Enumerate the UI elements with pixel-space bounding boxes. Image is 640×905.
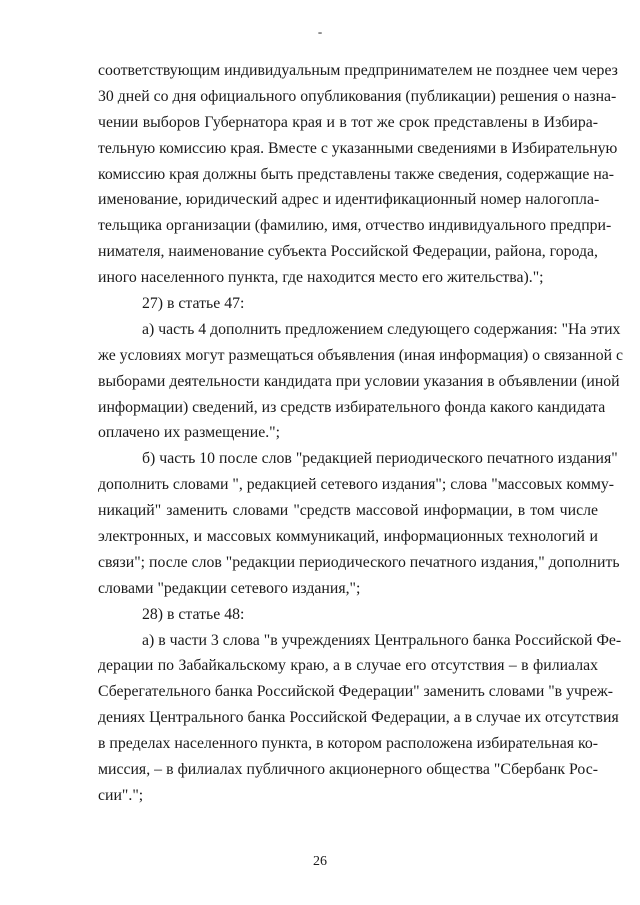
text-line: связи"; после слов "редакции периодического печатного издания," дополнить: [98, 553, 620, 571]
text-line: а) часть 4 дополнить предложением следующего содержания: "На этих: [142, 320, 621, 338]
text-line: никаций" заменить словами "средств массовой информации, в том числе: [98, 502, 598, 520]
text-line: комиссию края должны быть представлены также сведения, содержащие на-: [98, 165, 615, 183]
text-line: Сберегательного банка Российской Федерации" заменить словами "в учреж-: [98, 683, 614, 701]
text-line: б) часть 10 после слов "редакцией периодического печатного издания": [142, 450, 618, 468]
text-line: сии".";: [98, 786, 144, 804]
text-line: дополнить словами ", редакцией сетевого издания"; слова "массовых комму-: [98, 476, 615, 494]
text-line: иного населенного пункта, где находится место его жительства).";: [98, 269, 544, 287]
document-body: [98, 58, 624, 809]
text-line: дениях Центрального банка Российской Федерации, а в случае их отсутствия: [98, 709, 619, 727]
text-line: выборами деятельности кандидата при условии указания в объявлении (иной: [98, 372, 620, 390]
article-heading: 27) в статье 47:: [142, 295, 245, 313]
text-line: в пределах населенного пункта, в котором расположена избирательная ко-: [98, 735, 598, 753]
text-line: оплачено их размещение.";: [98, 424, 280, 442]
page-number: 26: [313, 854, 327, 869]
header-mark: -: [317, 24, 323, 39]
article-heading: 28) в статье 48:: [142, 605, 245, 623]
text-line: тельную комиссию края. Вместе с указанными сведениями в Избирательную: [98, 139, 618, 157]
text-line: именование, юридический адрес и идентификационный номер налогопла-: [98, 191, 600, 209]
text-line: а) в части 3 слова "в учреждениях Центрального банка Российской Фе-: [142, 631, 622, 649]
text-line: 30 дней со дня официального опубликования (публикации) решения о назна-: [98, 87, 617, 105]
text-line: тельщика организации (фамилию, имя, отчество индивидуального предпри-: [98, 217, 612, 235]
text-line: чении выборов Губернатора края и в тот же срок представлены в Избира-: [98, 113, 598, 131]
text-line: нимателя, наименование субъекта Российской Федерации, района, города,: [98, 243, 598, 261]
text-line: дерации по Забайкальскому краю, а в случае его отсутствия – в филиалах: [98, 657, 598, 675]
text-line: электронных, и массовых коммуникаций, информационных технологий и: [98, 528, 598, 546]
text-line: соответствующим индивидуальным предпринимателем не позднее чем через: [98, 62, 618, 79]
text-line: же условиях могут размещаться объявления (иная информация) о связанной с: [98, 346, 624, 364]
text-line: миссия, – в филиалах публичного акционерного общества "Сбербанк Рос-: [98, 761, 598, 779]
text-line: словами "редакции сетевого издания,";: [98, 579, 361, 597]
text-line: информации) сведений, из средств избирательного фонда какого кандидата: [98, 398, 606, 416]
